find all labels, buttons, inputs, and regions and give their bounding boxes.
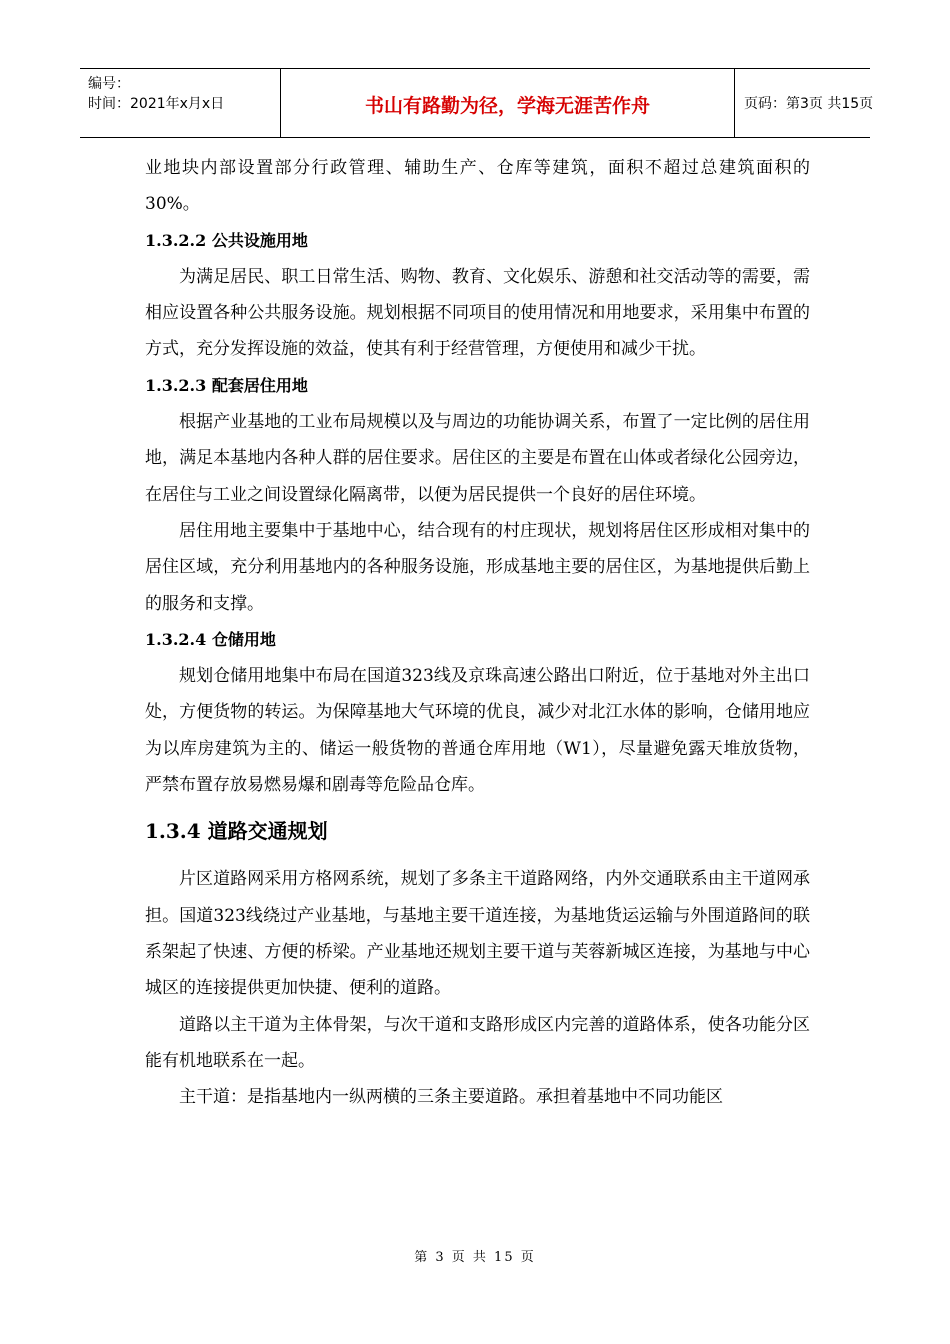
paragraph-continued: 业地块内部设置部分行政管理、辅助生产、仓库等建筑，面积不超过总建筑面积的30%。: [145, 158, 810, 215]
paragraph-public-facilities: 为满足居民、职工日常生活、购物、教育、文化娱乐、游憩和社交活动等的需要，需相应设置各种公共服务设施。规划根据不同项目的使用情况和用地要求，采用集中布置的方式，充分发挥设施的效益，使其有利于经营管理，方便使用和减少干扰。: [145, 266, 810, 360]
document-date-label: 时间：2021年x月x日: [88, 96, 225, 112]
paragraph-main-roads: 主干道：是指基地内一纵两横的三条主要道路。承担着基地中不同功能区: [179, 1087, 723, 1108]
paragraph-residential-2: 居住用地主要集中于基地中心，结合现有的村庄现状，规划将居住区形成相对集中的居住区域，充分利用基地内的各种服务设施，形成基地主要的居住区，为基地提供后勤上的服务和支撑。: [145, 520, 810, 614]
header-motto: 书山有路勤为径，学海无涯苦作舟: [364, 95, 650, 117]
header-page-code: 页码：第3页 共15页: [744, 96, 874, 112]
heading-1-3-2-3: 1.3.2.3 配套居住用地: [145, 375, 308, 395]
document-number-label: 编号：: [88, 76, 130, 92]
page-header: [80, 68, 874, 138]
header-motto-cell: [280, 69, 735, 137]
paragraph-road-system: 道路以主干道为主体骨架，与次干道和支路形成区内完善的道路体系，使各功能分区能有机地联系在一起。: [145, 1014, 810, 1071]
heading-1-3-4: 1.3.4 道路交通规划: [145, 819, 328, 844]
paragraph-road-network: 片区道路网采用方格网系统，规划了多条主干道路网络，内外交通联系由主干道网承担。国道323线绕过产业基地，与基地主要干道连接，为基地货运运输与外围道路间的联系架起了快速、方便的桥梁。产业基地还规划主要干道与芙蓉新城区连接，为基地与中心城区的连接提供更加快捷、便利的道路。: [145, 869, 810, 999]
paragraph-storage: 规划仓储用地集中布局在国道323线及京珠高速公路出口附近，位于基地对外主出口处，方便货物的转运。为保障基地大气环境的优良，减少对北江水体的影响，仓储用地应为以库房建筑为主的、储运一般货物的普通仓库用地（W1），尽量避免露天堆放货物，严禁布置存放易燃易爆和剧毒等危险品仓库。: [145, 666, 810, 796]
heading-1-3-2-2: 1.3.2.2 公共设施用地: [145, 230, 308, 250]
heading-1-3-2-4: 1.3.2.4 仓储用地: [145, 629, 276, 649]
header-page-cell: [734, 69, 874, 137]
header-info-cell: [80, 69, 280, 137]
page-footer: 第 3 页 共 15 页: [414, 1250, 536, 1265]
document-body: [145, 150, 810, 1115]
paragraph-residential-1: 根据产业基地的工业布局规模以及与周边的功能协调关系，布置了一定比例的居住用地，满足本基地内各种人群的居住要求。居住区的主要是布置在山体或者绿化公园旁边，在居住与工业之间设置绿化隔离带，以便为居民提供一个良好的居住环境。: [145, 412, 810, 505]
